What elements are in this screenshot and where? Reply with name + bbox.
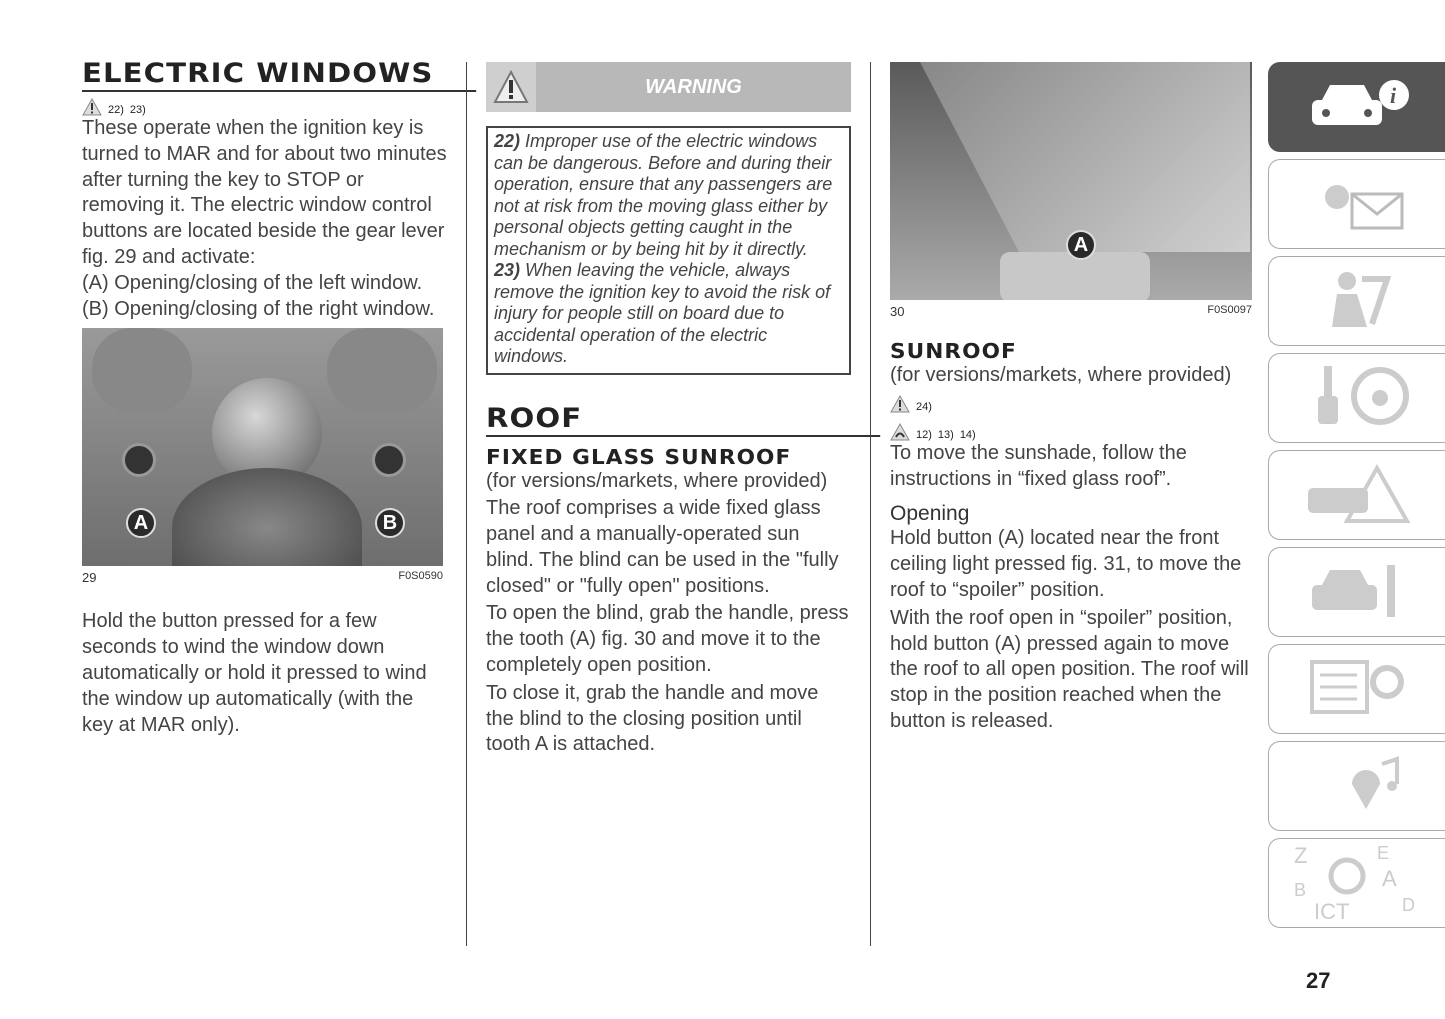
column-divider <box>870 62 871 946</box>
warning-triangle-icon <box>82 98 102 116</box>
ref: 13) <box>937 428 954 441</box>
warning-title: WARNING <box>645 75 742 98</box>
warning-text: Improper use of the electric windows can be dangerous. Before and during their operation, ensure that any passengers are not at risk from the moving glass either by personal objects getting caught in the mechanism or by being hit by it directly. <box>494 131 833 259</box>
warning-header <box>486 62 851 112</box>
tab-starting-driving[interactable] <box>1268 353 1445 443</box>
warning-refs <box>890 389 1252 413</box>
maintenance-icon <box>1302 560 1412 625</box>
warning-refs <box>82 92 447 116</box>
column-sunroof <box>890 62 1252 735</box>
safety-icon <box>1302 269 1412 334</box>
ref: 24) <box>916 400 932 413</box>
item-b: (B) Opening/closing of the right window. <box>82 297 435 320</box>
paragraph: These operate when the ignition key is turned to MAR and for about two minutes after turning the key to STOP or removing it. The electric window control buttons are located beside the gear lever fig. 29 and activate: <box>82 117 447 268</box>
tab-maintenance[interactable] <box>1268 547 1445 637</box>
ref: 14) <box>959 428 976 441</box>
figure-code: F0S0097 <box>1207 304 1252 316</box>
figure-caption <box>82 570 443 585</box>
page-number: 27 <box>1306 968 1331 993</box>
warning-number: 22) <box>494 131 521 151</box>
svg-text:B: B <box>1294 879 1307 900</box>
car-caution-icon <box>890 423 910 441</box>
section-title: ELECTRIC WINDOWS <box>82 58 476 92</box>
tab-emergency[interactable] <box>1268 450 1445 540</box>
ref: 12) <box>916 428 932 441</box>
svg-text:Z: Z <box>1294 842 1308 868</box>
label-a: A <box>1066 230 1096 260</box>
label-b: B <box>375 508 405 538</box>
paragraph: To close it, grab the handle and move the blind to the closing position until tooth A is attached. <box>486 681 819 756</box>
starting-driving-icon <box>1302 366 1412 431</box>
tab-safety[interactable] <box>1268 256 1445 346</box>
column-divider <box>466 62 467 946</box>
column-electric-windows <box>82 58 447 738</box>
paragraph: With the roof open in “spoiler” position, hold button (A) pressed again to move the roof to all open position. The roof will stop in the position reached when the button is released. <box>890 606 1249 732</box>
tab-car-info[interactable] <box>1268 62 1445 152</box>
svg-text:A: A <box>1382 865 1397 891</box>
ref: 23) <box>129 104 146 116</box>
car-info-icon <box>1302 75 1412 140</box>
warning-triangle-icon <box>486 62 536 112</box>
tab-technical-data[interactable] <box>1268 644 1445 734</box>
paragraph: The roof comprises a wide fixed glass panel and a manually-operated sun blind. The blind can be used in the "fully closed" or "fully open" positions. <box>486 497 839 597</box>
index-icon <box>1292 841 1422 926</box>
warning-triangle-icon <box>890 395 910 413</box>
figure-code: F0S0590 <box>398 570 443 583</box>
svg-text:ICT: ICT <box>1314 898 1350 921</box>
subheading-opening: Opening <box>890 502 970 526</box>
figure-number: 29 <box>82 570 97 586</box>
svg-text:D: D <box>1402 894 1415 915</box>
paragraph: Hold the button pressed for a few seconds to wind the window down automatically or hold it pressed to wind the window up automatically (with the key at MAR only). <box>82 610 427 736</box>
ref: 22) <box>108 104 124 116</box>
emergency-icon <box>1302 463 1412 528</box>
multimedia-icon <box>1302 754 1412 819</box>
paragraph: To move the sunshade, follow the instructions in “fixed glass roof”. <box>890 441 1187 490</box>
warning-number: 23) <box>494 260 521 280</box>
svg-text:E: E <box>1377 842 1390 863</box>
section-title: ROOF <box>486 403 880 437</box>
item-a: (A) Opening/closing of the left window. <box>82 271 423 294</box>
tab-index[interactable] <box>1268 838 1445 928</box>
figure-29-gear-lever <box>82 328 443 566</box>
label-a: A <box>126 508 156 538</box>
technical-data-icon <box>1302 657 1412 722</box>
section-title: SUNROOF <box>890 339 1017 363</box>
paragraph: (for versions/markets, where provided) <box>890 364 1232 386</box>
warning-box <box>486 126 851 375</box>
caution-refs <box>890 417 1252 441</box>
tab-warning-lights[interactable] <box>1268 159 1445 249</box>
svg-text:i: i <box>1390 82 1397 108</box>
figure-caption <box>890 304 1252 319</box>
paragraph: To open the blind, grab the handle, press the tooth (A) fig. 30 and move it to the completely open position. <box>486 602 849 677</box>
warning-lights-icon <box>1302 172 1412 237</box>
figure-number: 30 <box>890 304 905 319</box>
warning-text: When leaving the vehicle, always remove the ignition key to avoid the risk of injury for people still on board due to accidental operation of the electric windows. <box>494 260 831 366</box>
tab-multimedia[interactable] <box>1268 741 1445 831</box>
paragraph: (for versions/markets, where provided) <box>486 469 828 492</box>
subsection-title: FIXED GLASS SUNROOF <box>486 444 792 469</box>
column-roof <box>486 62 851 758</box>
figure-30-sunroof <box>890 62 1252 300</box>
paragraph: Hold button (A) located near the front ceiling light pressed fig. 31, to move the roof to “spoiler” position. <box>890 527 1242 601</box>
